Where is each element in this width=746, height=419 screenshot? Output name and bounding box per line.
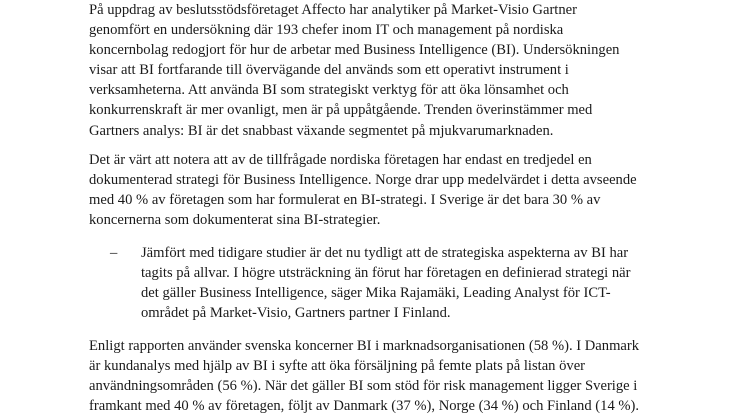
text-line: verksamheterna. Att använda BI som strategiskt verktyg för att öka lönsamhet och [89, 82, 569, 99]
text-line: det gäller Business Intelligence, säger Mika Rajamäki, Leading Analyst för ICT- [141, 285, 611, 302]
paragraph-intro [89, 0, 689, 141]
text-line: Enligt rapporten använder svenska koncerner BI i marknadsorganisationen (58 %). I Danmark [89, 338, 640, 354]
paragraph-strategy [89, 150, 689, 230]
text-line: området på Market-Visio, Gartners partner I Finland. [141, 305, 451, 322]
paragraph-usage [89, 336, 689, 416]
text-line: konkurrenskraft är mer ovanligt, men är på uppåtgående. Trenden överinstämmer med [89, 102, 593, 119]
text-line: Jämfört med tidigare studier är det nu tydligt att de strategiska aspekterna av BI har [141, 245, 629, 261]
text-line: genomfört en undersökning där 193 chefer inom IT och management på nordiska [89, 22, 564, 39]
text-line: användningsområden (56 %). När det gäller BI som stöd för risk management ligger Sverige i [89, 378, 638, 395]
text-line: koncernerna som dokumenterat sina BI-strategier. [89, 212, 381, 229]
text-line: koncernbolag redogjort för hur de arbetar med Business Intelligence (BI). Undersökningen [89, 42, 620, 59]
text-line: tagits på allvar. I högre utsträckning än förut har företagen en definierad strategi när [141, 265, 631, 282]
text-line: dokumenterad strategi för Business Intelligence. Norge drar upp medelvärdet i detta avseende [89, 172, 637, 189]
text-line: framkant med 40 % av företagen, följt av Danmark (37 %), Norge (34 %) och Finland (14 %). [89, 398, 640, 415]
text-line: På uppdrag av beslutsstödsföretaget Affecto har analytiker på Market-Visio Gartner [89, 2, 577, 18]
text-line: är kundanalys med hjälp av BI i syfte att öka försäljning på femte plats på listan över [89, 358, 586, 375]
text-line: visar att BI fortfarande till övervägande del används som ett operativt instrument i [89, 62, 569, 79]
dash-marker: – [110, 245, 118, 261]
quote-text [141, 243, 631, 323]
text-line: Det är värt att notera att av de tillfrågade nordiska företagen har endast en tredjedel en [89, 152, 592, 168]
text-line: med 40 % av företagen som har formulerat en BI-strategi. I Sverige är det bara 30 % av [89, 192, 601, 209]
text-line: Gartners analys: BI är det snabbast växande segmentet på mjukvarumarknaden. [89, 122, 554, 139]
